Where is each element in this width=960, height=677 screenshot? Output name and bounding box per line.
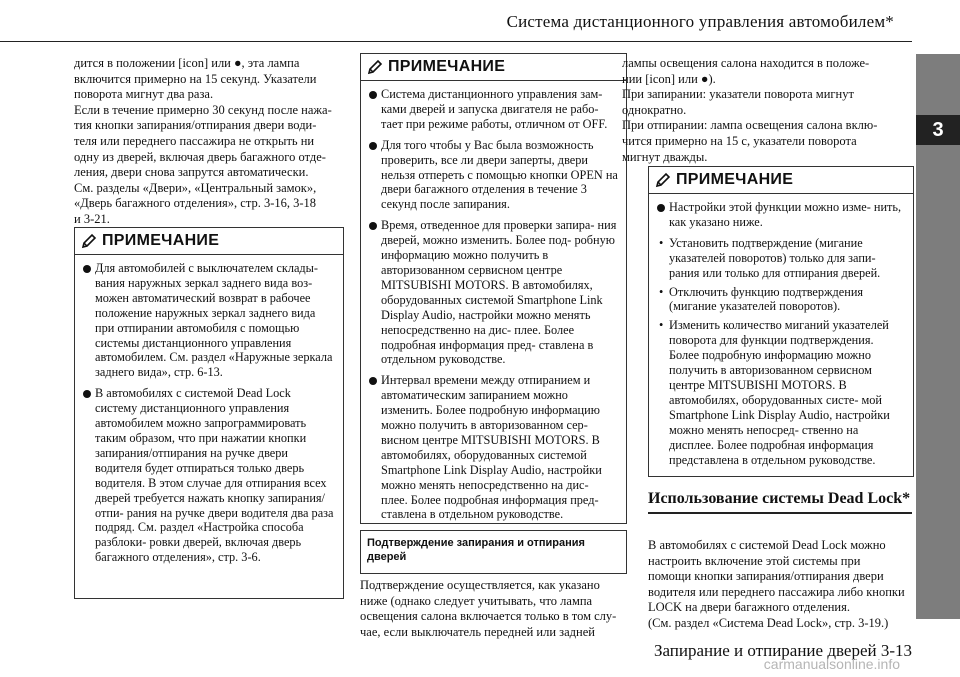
text-line: помощи кнопки запирания/отпирания двери (648, 569, 884, 584)
bullet-icon (83, 390, 91, 398)
bullet-icon (369, 91, 377, 99)
text-line: поворота мигнут два раза. (74, 87, 214, 102)
note-subitem-text: Отключить функцию подтверждения (мигание указателей поворотов). (669, 284, 864, 314)
note-item-text: В автомобилях с системой Dead Lock систему дистанционного управления автомобилем можно запрограммировать таким образом, что при нажатии кнопки запирания/отпирания на ручке двери водителя будет отпираться только дверь водителя. В этом случае для отпирания всех дверей требуется нажать кнопку запирания/отпи- рания на ручке двери водителя два раза подряд. См. раздел «Настройка способа разблоки- ровки дверей, включая дверь багажного отделения», стр. 3-6. (95, 386, 334, 565)
column1-text (74, 56, 342, 228)
text-line: одну из дверей, включая дверь багажного отде- (74, 149, 326, 164)
text-line: В автомобилях с системой Dead Lock можно (648, 538, 886, 552)
text-line: настроить включение этой системы при (648, 553, 861, 568)
watermark: carmanualsonline.info (763, 656, 900, 672)
text-line: LOCK на двери багажного отделения. (648, 600, 850, 615)
pencil-icon (367, 59, 383, 75)
section-title: Использование системы Dead Lock* (648, 490, 912, 514)
note-item (367, 218, 618, 367)
text-line: См. разделы «Двери», «Центральный замок», (74, 180, 317, 195)
note-item-text: Интервал времени между отпиранием и автоматическим запиранием можно изменить. Более подробную информацию можно получить в авторизованном сер- висном центре MITSUBISHI MOTORS. В автомобилях, оборудованных системой Smartphone Link Display Audio, настройки можно менять непосредственно на дис- плее. Более подробная информация пред- ставлена в отдельном руководстве. (381, 373, 602, 522)
text-line: ления, двери снова запрутся автоматически. (74, 165, 309, 180)
text-line: чится примерно на 15 с, указатели поворота (622, 133, 857, 148)
note-body (649, 194, 913, 475)
subsection-title-box (360, 530, 627, 574)
note-box-3 (648, 166, 914, 477)
note-header (649, 167, 913, 194)
note-label: ПРИМЕЧАНИЕ (676, 171, 794, 188)
text-line: освещения салона включается только в том слу- (360, 609, 617, 624)
note-item (367, 373, 618, 522)
text-line: дится в положении [icon] или ●, эта лампа (74, 56, 300, 70)
text-line: чае, если выключатель передней или задней (360, 624, 595, 639)
note-subitem-text: Установить подтверждение (мигание указателей поворотов) только для запи- рания или только для отпирания дверей. (669, 235, 881, 280)
chapter-number: 3 (916, 115, 960, 145)
column3-text (622, 56, 912, 165)
note-subitem (655, 236, 905, 281)
note-item (367, 138, 618, 213)
note-item (367, 87, 618, 132)
bullet-icon (369, 142, 377, 150)
text-line: водителя или переднего пассажира либо кнопки (648, 584, 905, 599)
text-line: нии [icon] или ●). (622, 71, 716, 86)
note-box-1 (74, 227, 344, 599)
note-item-text: Система дистанционного управления зам- ками дверей и запуска двигателя не рабо- тает при режиме работы, отличном от OFF. (381, 87, 608, 131)
note-subitem (655, 318, 905, 467)
subsection-title: Подтверждение запирания и отпирания дверей (367, 537, 585, 563)
text-line: включится примерно на 15 секунд. Указатели (74, 71, 317, 86)
text-line: Если в течение примерно 30 секунд после нажа- (74, 102, 332, 117)
bullet-icon (83, 265, 91, 273)
note-item-text: Для автомобилей с выключателем склады- вания наружных зеркал заднего вида воз- можен автоматический возврат в рабочее положение наружных зеркал заднего вида при отпирании автомобиля с помощью системы дистанционного управления автомобилем. См. раздел «Наружные зеркала заднего вида», стр. 6-13. (95, 261, 333, 380)
bullet-icon (369, 222, 377, 230)
text-line: ниже (однако следует учитывать, что лампа (360, 593, 593, 608)
pencil-icon (81, 233, 97, 249)
column2-bottom-text (360, 578, 625, 640)
note-header (75, 228, 343, 255)
text-line: мигнут дважды. (622, 149, 708, 164)
note-item-text: Время, отведенное для проверки запира- ния дверей, можно изменить. Более под- робную информацию можно получить в авторизованном сервисном центре MITSUBISHI MOTORS. В автомобилях, оборудованных системой Smartphone Link Display Audio, настройки можно менять непосредственно на дис- плее. Более подробная информация пред- ставлена в отдельном руководстве. (381, 218, 617, 367)
note-label: ПРИМЕЧАНИЕ (102, 232, 220, 249)
note-item (81, 386, 335, 565)
note-label: ПРИМЕЧАНИЕ (388, 58, 506, 75)
note-item (81, 261, 335, 380)
text-line: тия кнопки запирания/отпирания двери води- (74, 118, 317, 133)
note-header (361, 54, 626, 81)
text-line: лампы освещения салона находится в положе- (622, 56, 870, 70)
page-header-title: Система дистанционного управления автомобилем* (506, 12, 894, 31)
pencil-icon (655, 172, 671, 188)
note-body (75, 255, 343, 575)
sub-bullet-icon: • (659, 235, 664, 250)
note-body (361, 81, 626, 532)
bullet-icon (657, 204, 665, 212)
text-line: «Дверь багажного отделения», стр. 3-16, 3-18 (74, 196, 317, 211)
note-item-text: Для того чтобы у Вас была возможность проверить, все ли двери заперты, двери нельзя отпереть с помощью кнопки OPEN на двери багажного отделения в течение 3 секунд после запирания. (381, 137, 618, 212)
text-line: (См. раздел «Система Dead Lock», стр. 3-19.) (648, 615, 889, 630)
header-rule (0, 41, 912, 42)
text-line: теля или переднего пассажира не открыть ни (74, 133, 315, 148)
note-item (655, 200, 905, 230)
text-line: Подтверждение осуществляется, как указано (360, 578, 600, 592)
column3-bottom-text (648, 538, 912, 632)
note-subitem-text: Изменить количество миганий указателей поворота для функции подтверждения. Более подробную информацию можно получить в авторизованном сервисном центре MITSUBISHI MOTORS. В автомобилях, оборудованных систе- мой Smartphone Link Display Audio, настройки можно менять непосред- ственно на дисплее. Более подробная информация представлена в отдельном руководстве. (669, 318, 890, 467)
sub-bullet-icon: • (659, 284, 664, 299)
note-box-2 (360, 53, 627, 524)
text-line: При отпирании: лампа освещения салона вклю- (622, 118, 878, 133)
section-heading (648, 490, 912, 514)
bullet-icon (369, 377, 377, 385)
sub-bullet-icon: • (659, 318, 664, 333)
text-line: При запирании: указатели поворота мигнут (622, 87, 854, 102)
note-item-text: Настройки этой функции можно изме- нить, как указано ниже. (669, 200, 902, 229)
note-subitem (655, 285, 905, 315)
text-line: и 3-21. (74, 211, 110, 226)
page-footer-title: Запирание и отпирание дверей 3-13 (653, 641, 912, 660)
text-line: однократно. (622, 102, 687, 117)
